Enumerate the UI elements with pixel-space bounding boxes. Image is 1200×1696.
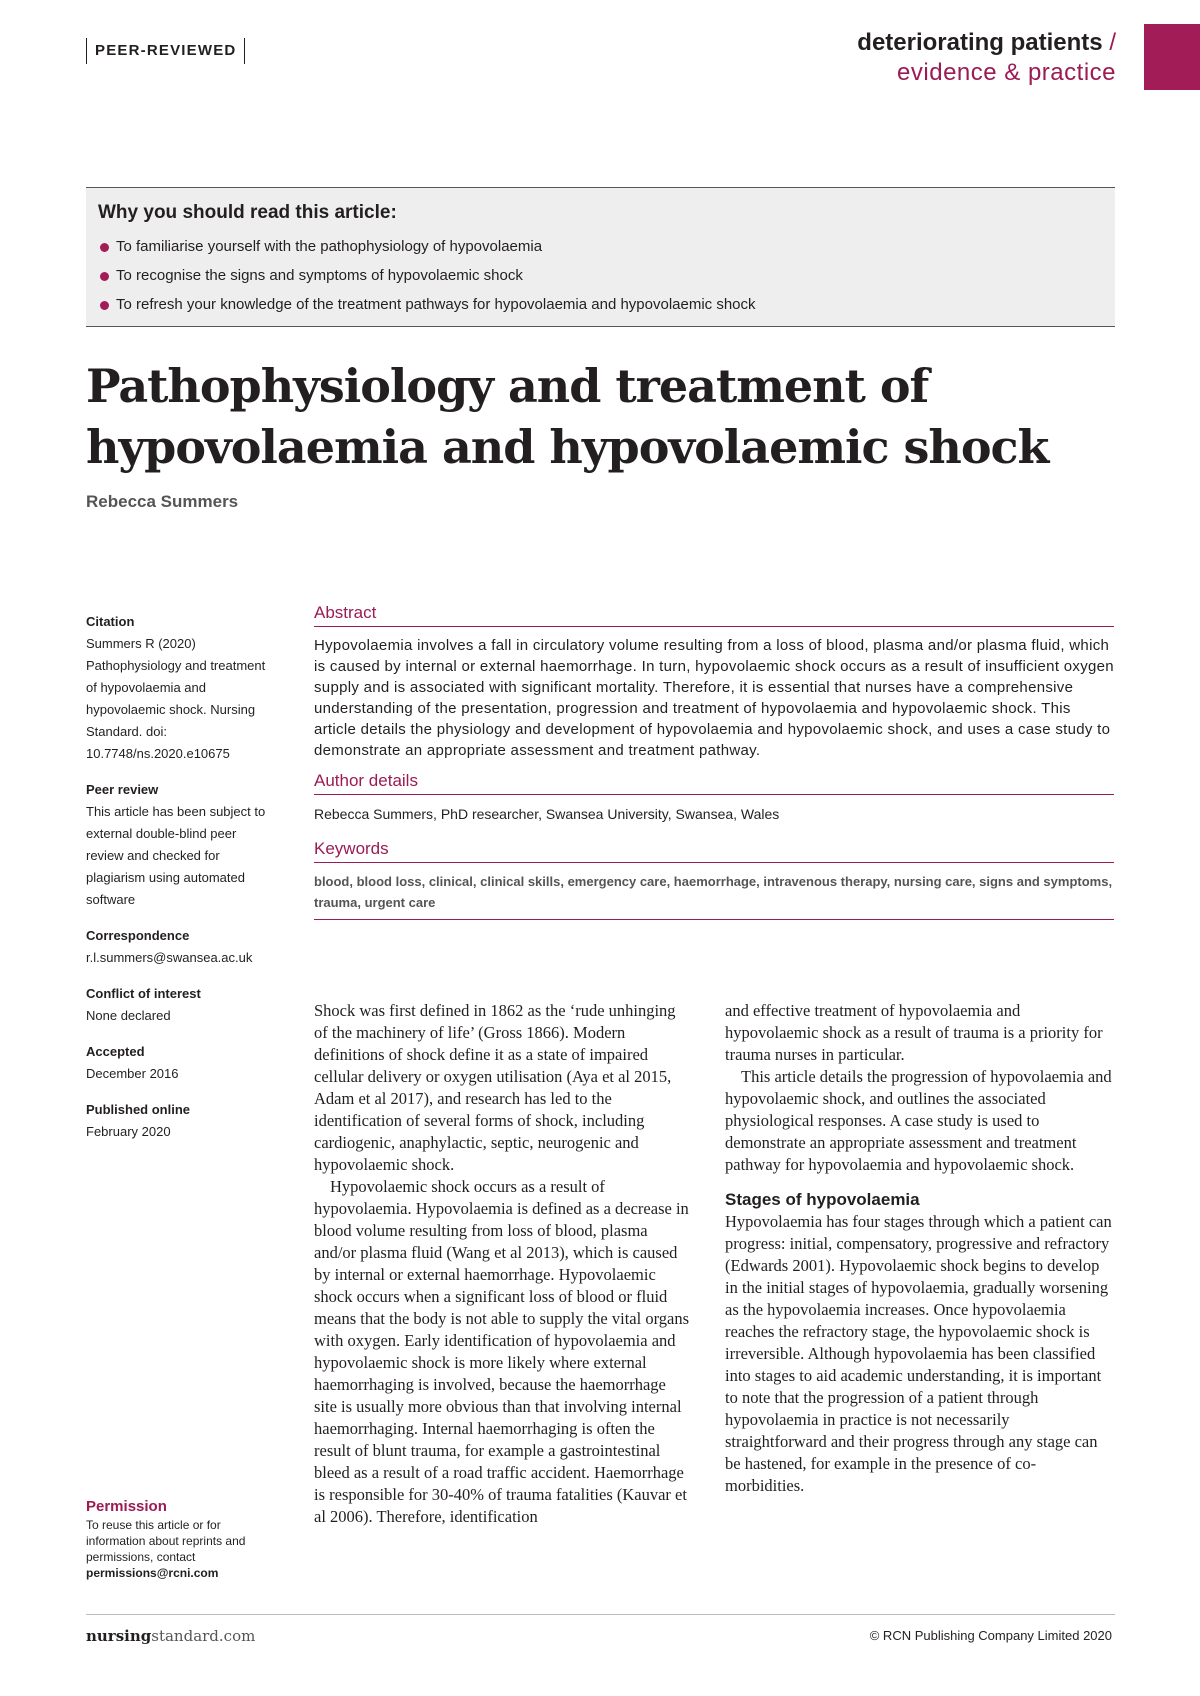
section-line2: evidence & practice (897, 59, 1116, 86)
footer-divider (86, 1614, 1115, 1615)
why-read-box (86, 187, 1115, 327)
body-column-1 (314, 1000, 692, 1528)
body-paragraph: Shock was first defined in 1862 as the ‘rude unhinging of the machinery of life’ (Gross 1866). Modern definitions of shock define it as a state of impaired cellular delivery or oxygen utilisation (Aya et al 2015, Adam et al 2017), and research has led to the identification of several forms of shock, including cardiogenic, anaphylactic, septic, neurogenic and hypovolaemic shock. (314, 1001, 676, 1174)
accepted-date: December 2016 (86, 1066, 179, 1081)
title-line-2: hypovolaemia and hypovolaemic shock (86, 420, 1049, 474)
abstract-title: Abstract (314, 603, 1114, 627)
body-column-2 (725, 1000, 1113, 1497)
abstract-text: Hypovolaemia involves a fall in circulatory volume resulting from a loss of blood, plasma and/or plasma fluid, which is caused by internal or external haemorrhage. In turn, hypovolaemic shock occurs as a result of insufficient oxygen supply and is associated with significant mortality. Therefore, it is essential that nurses have a comprehensive understanding of the presentation, progression and treatment of hypovolaemia and hypovolaemic shock. This article details the physiology and development of hypovolaemia and hypovolaemic shock, and uses a case study to demonstrate an appropriate assessment and treatment pathway. (314, 637, 1114, 759)
section-line1: deteriorating patients (857, 29, 1103, 56)
author-details-title: Author details (314, 771, 1114, 795)
accepted-label: Accepted (86, 1044, 145, 1059)
peer-review-text: This article has been subject to external double-blind peer review and checked for plagiarism using automated software (86, 804, 266, 907)
why-read-heading: Why you should read this article: (98, 202, 397, 223)
stages-heading: Stages of hypovolaemia (725, 1190, 920, 1209)
body-paragraph: Hypovolaemic shock occurs as a result of hypovolaemia. Hypovolaemia is defined as a decrease in blood volume resulting from loss of blood, plasma and/or plasma fluid (Wang et al 2013), which is caused by internal or external haemorrhage. Hypovolaemic shock occurs when a significant loss of blood or fluid means that the body is not able to supply the vital organs with oxygen. Early identification of hypovolaemia and hypovolaemic shock is more likely where external haemorrhaging is involved, because the haemorrhage site is usually more obvious than that involving internal haemorrhaging. Internal haemorrhaging is often the result of blunt trauma, for example a gastrointestinal bleed as a result of a road traffic accident. Haemorrhage is responsible for 30-40% of trauma fatalities (Kauvar et al 2006). Therefore, identification (314, 1177, 690, 1526)
article-title (86, 356, 1126, 478)
author-details-text: Rebecca Summers, PhD researcher, Swansea University, Swansea, Wales (314, 806, 780, 822)
abstract-section (314, 603, 1114, 920)
conflict-label: Conflict of interest (86, 986, 201, 1001)
section-heading (857, 28, 1116, 88)
footer-copyright: © RCN Publishing Company Limited 2020 (869, 1628, 1112, 1643)
conflict-text: None declared (86, 1008, 171, 1023)
keywords-title: Keywords (314, 839, 1114, 863)
published-date: February 2020 (86, 1124, 171, 1139)
permission-block (86, 1497, 276, 1581)
correspondence-email[interactable]: r.l.summers@swansea.ac.uk (86, 950, 253, 965)
article-sidebar (86, 611, 276, 1157)
citation-label: Citation (86, 614, 135, 629)
body-paragraph: This article details the progression of hypovolaemia and hypovolaemic shock, and outlines the associated physiological responses. A case study is used to demonstrate an appropriate assessment and treatment pathway for hypovolaemia and hypovolaemic shock. (725, 1067, 1112, 1174)
list-item: To recognise the signs and symptoms of hypovolaemic shock (98, 261, 1103, 290)
keywords-divider (314, 919, 1114, 920)
keywords-text: blood, blood loss, clinical, clinical skills, emergency care, haemorrhage, intravenous therapy, nursing care, signs and symptoms, trauma, urgent care (314, 874, 1113, 910)
permission-text: To reuse this article or for information about reprints and permissions, contact (86, 1518, 246, 1564)
corner-tab (1144, 24, 1200, 90)
footer-site-bold: nursing (86, 1627, 152, 1645)
footer-site[interactable] (86, 1627, 255, 1645)
citation-text: Summers R (2020) Pathophysiology and treatment of hypovolaemia and hypovolaemic shock. Nursing Standard. doi: 10.7748/ns.2020.e10675 (86, 636, 266, 761)
why-read-list (98, 232, 1103, 319)
permission-email[interactable]: permissions@rcni.com (86, 1566, 219, 1580)
body-paragraph: and effective treatment of hypovolaemia and hypovolaemic shock as a result of trauma is a priority for trauma nurses in particular. (725, 1001, 1103, 1064)
peer-review-label: Peer review (86, 782, 159, 797)
peer-reviewed-badge: PEER-REVIEWED (86, 38, 245, 64)
article-author: Rebecca Summers (86, 492, 239, 511)
title-line-1: Pathophysiology and treatment of (86, 359, 929, 413)
permission-label: Permission (86, 1498, 167, 1515)
list-item: To refresh your knowledge of the treatment pathways for hypovolaemia and hypovolaemic shock (98, 290, 1103, 319)
body-paragraph: Hypovolaemia has four stages through which a patient can progress: initial, compensatory, progressive and refractory (Edwards 2001). Hypovolaemic shock begins to develop in the initial stages of hypovolaemia, gradually worsening as the hypovolaemia increases. Once hypovolaemia reaches the refractory stage, the hypovolaemic shock is irreversible. Although hypovolaemia has been classified into stages to aid academic understanding, it is important to note that the progression of a patient through hypovolaemia in practice is not necessarily straightforward and their progress through any stage can be hastened, for example in the presence of co-morbidities. (725, 1212, 1112, 1495)
published-label: Published online (86, 1102, 191, 1117)
correspondence-label: Correspondence (86, 928, 190, 943)
section-slash: / (1109, 29, 1116, 56)
footer-site-rest: standard.com (151, 1627, 256, 1645)
list-item: To familiarise yourself with the pathophysiology of hypovolaemia (98, 232, 1103, 261)
